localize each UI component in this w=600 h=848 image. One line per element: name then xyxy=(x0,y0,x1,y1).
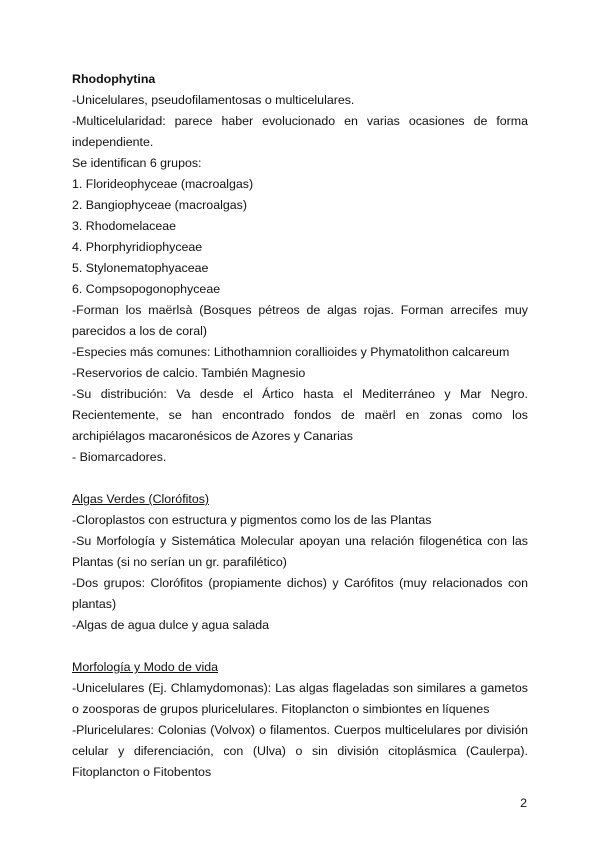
list-item: 3. Rhodomelaceae xyxy=(72,219,177,233)
spacer xyxy=(72,468,528,489)
paragraph: -Pluricelulares: Colonias (Volvox) o filamentos. Cuerpos multicelulares por división celular y diferenciación, con (Ulva) o sin división citoplásmica (Caulerpa). Fitoplancton o Fitobentos xyxy=(72,723,528,779)
document-page xyxy=(72,69,528,783)
paragraph: -Especies más comunes: Lithothamnion corallioides y Phymatolithon calcareum xyxy=(72,345,510,359)
spacer xyxy=(72,636,528,657)
list-item: 1. Florideophyceae (macroalgas) xyxy=(72,177,254,191)
list-item: 6. Compsopogonophyceae xyxy=(72,282,221,296)
paragraph: -Cloroplastos con estructura y pigmentos como los de las Plantas xyxy=(72,513,432,527)
section-heading-algas-verdes: Algas Verdes (Clorófitos) xyxy=(72,492,210,506)
paragraph: Se identifican 6 grupos: xyxy=(72,156,202,170)
paragraph: -Reservorios de calcio. También Magnesio xyxy=(72,366,306,380)
paragraph: -Algas de agua dulce y agua salada xyxy=(72,618,270,632)
paragraph: - Biomarcadores. xyxy=(72,450,167,464)
section-heading-rhodophytina: Rhodophytina xyxy=(72,72,156,86)
page-number: 2 xyxy=(520,796,527,810)
paragraph: -Forman los maërlsà (Bosques pétreos de algas rojas. Forman arrecifes muy parecidos a los de coral) xyxy=(72,303,528,338)
paragraph: -Su distribución: Va desde el Ártico hasta el Mediterráneo y Mar Negro. Recientemente, se han encontrado fondos de maërl en zonas como los archipiélagos macaronésicos de Azores y Canarias xyxy=(72,387,528,443)
paragraph: -Multicelularidad: parece haber evolucionado en varias ocasiones de forma independiente. xyxy=(72,114,528,149)
list-item: 5. Stylonematophyaceae xyxy=(72,261,209,275)
paragraph: -Unicelulares (Ej. Chlamydomonas): Las algas flageladas son similares a gametos o zoosporas de grupos pluricelulares. Fitoplancton o simbiontes en líquenes xyxy=(72,681,528,716)
list-item: 4. Phorphyridiophyceae xyxy=(72,240,203,254)
paragraph: -Unicelulares, pseudofilamentosas o multicelulares. xyxy=(72,93,355,107)
section-heading-morfologia: Morfología y Modo de vida xyxy=(72,660,219,674)
list-item: 2. Bangiophyceae (macroalgas) xyxy=(72,198,247,212)
paragraph: -Su Morfología y Sistemática Molecular apoyan una relación filogenética con las Plantas (si no serían un gr. parafilético) xyxy=(72,534,528,569)
paragraph: -Dos grupos: Clorófitos (propiamente dichos) y Carófitos (muy relacionados con plantas) xyxy=(72,576,528,611)
